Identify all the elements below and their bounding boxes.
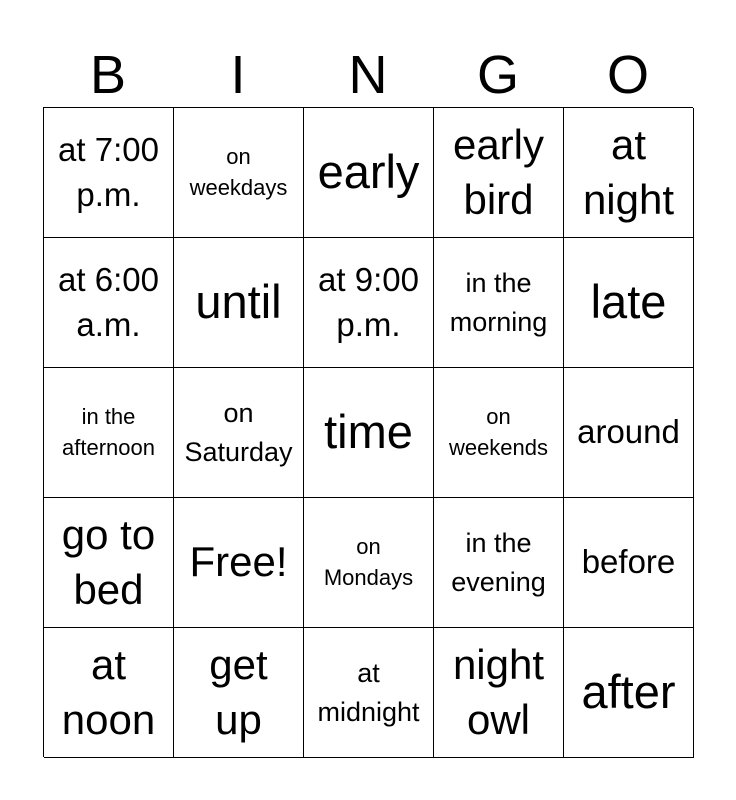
bingo-cell[interactable] [564, 108, 694, 238]
header-letter-o: O [606, 45, 649, 105]
cell-label: at noon [61, 640, 156, 743]
header-letter-n: N [348, 45, 388, 105]
bingo-cell[interactable] [44, 238, 174, 368]
bingo-cell[interactable] [564, 628, 694, 758]
cell-label: at 9:00 p.m. [318, 260, 419, 343]
bingo-cell[interactable] [304, 498, 434, 628]
cell-label: get up [209, 640, 268, 743]
cell-label: night owl [452, 640, 545, 743]
bingo-cell[interactable] [304, 108, 434, 238]
bingo-cell[interactable] [434, 368, 564, 498]
bingo-cell[interactable] [174, 238, 304, 368]
bingo-header [43, 40, 693, 108]
bingo-cell[interactable] [44, 108, 174, 238]
cell-label: until [195, 275, 282, 329]
cell-label: at midnight [317, 658, 420, 727]
cell-label: after [581, 665, 676, 719]
bingo-cell[interactable] [304, 238, 434, 368]
cell-label: on Saturday [184, 398, 293, 467]
bingo-cell[interactable] [434, 238, 564, 368]
cell-label: on weekends [448, 403, 549, 460]
cell-label: time [324, 405, 413, 459]
header-letter-i: I [230, 45, 246, 105]
bingo-cell[interactable] [564, 368, 694, 498]
bingo-cell[interactable] [44, 368, 174, 498]
cell-label: on Mondays [323, 533, 414, 590]
cell-label: on weekdays [189, 143, 288, 200]
bingo-cell[interactable] [174, 628, 304, 758]
bingo-cell[interactable] [564, 238, 694, 368]
header-letter-g: G [476, 45, 519, 105]
bingo-cell[interactable] [304, 628, 434, 758]
bingo-cell[interactable] [434, 628, 564, 758]
cell-label: at 7:00 p.m. [58, 130, 159, 213]
cell-label: at night [582, 120, 675, 223]
cell-label: early bird [452, 120, 545, 223]
cell-label: in the morning [449, 268, 548, 337]
cell-label: in the evening [451, 528, 546, 597]
cell-label: early [317, 145, 420, 199]
bingo-cell[interactable] [434, 108, 564, 238]
free-space-label: Free! [189, 538, 288, 586]
bingo-board [43, 107, 693, 757]
bingo-cell[interactable] [304, 368, 434, 498]
cell-label: go to bed [61, 510, 156, 613]
cell-label: late [590, 275, 667, 329]
cell-label: before [581, 543, 676, 581]
header-letter-b: B [89, 45, 127, 105]
bingo-cell[interactable] [174, 108, 304, 238]
bingo-cell[interactable] [174, 368, 304, 498]
cell-label: around [577, 413, 680, 451]
bingo-cell[interactable] [44, 628, 174, 758]
free-space-cell[interactable] [174, 498, 304, 628]
bingo-cell[interactable] [434, 498, 564, 628]
cell-label: in the afternoon [62, 403, 155, 460]
bingo-cell[interactable] [44, 498, 174, 628]
cell-label: at 6:00 a.m. [58, 260, 159, 343]
bingo-cell[interactable] [564, 498, 694, 628]
